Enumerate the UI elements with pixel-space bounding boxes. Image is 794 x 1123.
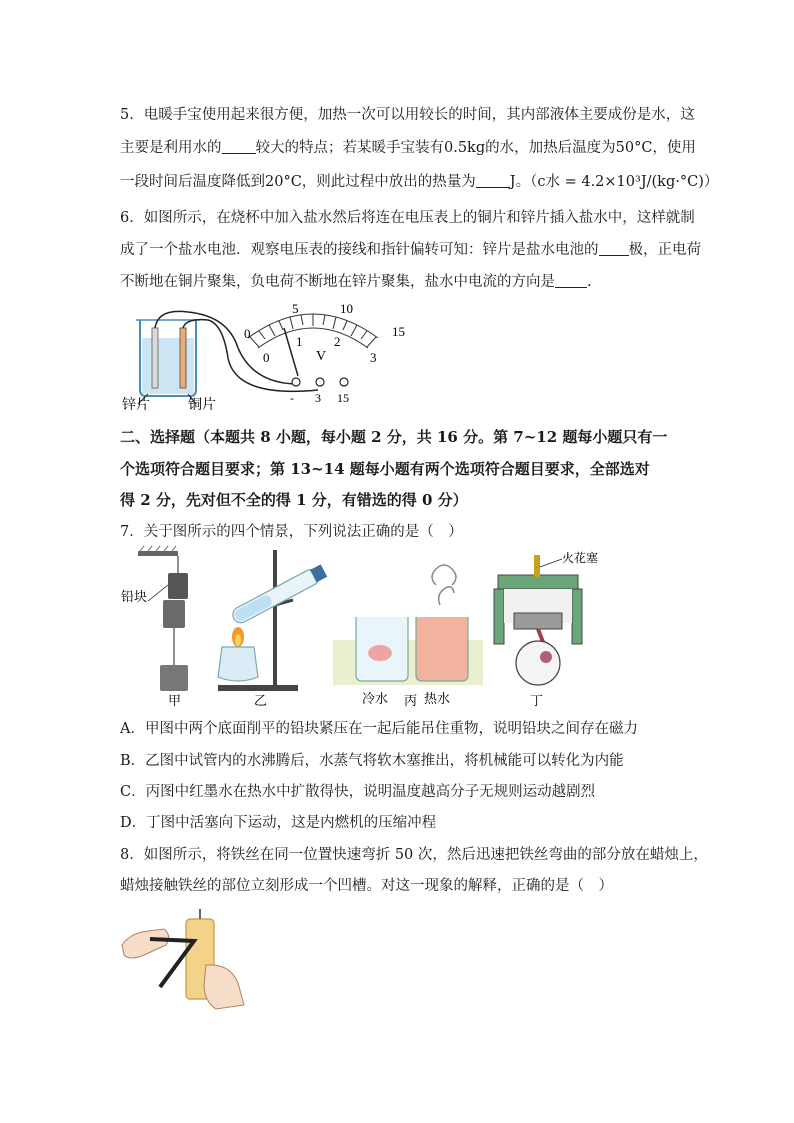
terminal-label-negative: -	[290, 391, 294, 405]
wire-candle-figure	[120, 905, 250, 1015]
q8-line-1: 8．如图所示，将铁丝在同一位置快速弯折 50 次，然后迅速把铁丝弯曲的部分放在蜡烛上，	[120, 847, 708, 863]
section-2-line-3: 得 2 分，先对但不全的得 1 分，有错选的得 0 分）	[120, 491, 468, 509]
hot-water-label: 热水	[424, 692, 451, 707]
q8-line-2: 蜡烛接触铁丝的部位立刻形成一个凹槽。对这一现象的解释，正确的是（ ）	[120, 878, 613, 894]
q5-line-2a: 主要是利用水的	[120, 140, 222, 156]
copper-label: 铜片	[188, 397, 216, 413]
q7-option-b[interactable]: B．乙图中试管内的水沸腾后，水蒸气将软木塞推出，将机械能可以转化为内能	[120, 753, 624, 769]
scene-jia	[121, 546, 188, 691]
scale-bottom-2: 2	[334, 334, 341, 349]
meter-ticks	[250, 314, 376, 347]
q5-line-3b: J。（c水 = 4.2×10³J/(kg·°C)）	[509, 174, 719, 190]
scene-label-ding: 丁	[530, 694, 544, 709]
q5-line-2b: 较大的特点；若某暖手宝装有0.5kg的水，加热后温度为50°C，使用	[255, 140, 696, 156]
scene-label-bing: 丙	[404, 694, 418, 709]
scene-label-yi: 乙	[254, 694, 268, 709]
q6-line-2	[120, 238, 701, 259]
q5-line-3a: 一段时间后温度降低到20°C，则此过程中放出的热量为	[120, 174, 476, 190]
scale-bottom-0: 0	[263, 350, 270, 365]
q6-line-3b: .	[587, 274, 592, 290]
terminal-negative	[292, 378, 300, 386]
scale-top-0: 0	[244, 326, 251, 341]
scale-bottom-1: 1	[296, 334, 303, 349]
q5-line-3	[120, 170, 718, 191]
scene-bing	[333, 565, 483, 707]
q7-stem: 7．关于图所示的四个情景，下列说法正确的是（ ）	[120, 524, 463, 540]
section-2-line-1: 二、选择题（本题共 8 小题，每小题 2 分，共 16 分。第 7~12 题每小题只有一	[120, 428, 668, 446]
terminal-3	[316, 378, 324, 386]
answer-blank[interactable]	[555, 273, 587, 289]
zinc-plate	[152, 328, 158, 388]
q7-option-a[interactable]: A．甲图中两个底面削平的铅块紧压在一起后能吊住重物，说明铅块之间存在磁力	[120, 721, 638, 737]
scale-top-5: 5	[292, 301, 299, 316]
scene-ding	[494, 550, 598, 685]
q7-four-scenes-figure	[118, 545, 618, 710]
q6-line-3a: 不断地在铜片聚集，负电荷不断地在锌片聚集，盐水中电流的方向是	[120, 274, 555, 290]
scene-yi	[218, 550, 328, 691]
q6-line-2a: 成了一个盐水电池．观察电压表的接线和指针偏转可知：锌片是盐水电池的	[120, 242, 599, 258]
q6-line-3	[120, 270, 592, 291]
scale-top-10: 10	[340, 301, 353, 316]
salt-battery-figure	[118, 298, 418, 413]
section-2-line-2: 个选项符合题目要求；第 13~14 题每小题有两个选项符合题目要求，全部选对	[120, 460, 650, 478]
answer-blank[interactable]	[222, 139, 256, 155]
scale-bottom-3: 3	[370, 350, 377, 365]
q7-option-d[interactable]: D．丁图中活塞向下运动，这是内燃机的压缩冲程	[120, 815, 437, 831]
q6-line-1: 6．如图所示，在烧杯中加入盐水然后将连在电压表上的铜片和锌片插入盐水中，这样就制	[120, 210, 695, 226]
unit-label: V	[316, 349, 327, 364]
answer-blank[interactable]	[476, 173, 510, 189]
q7-option-c[interactable]: C．丙图中红墨水在热水中扩散得快，说明温度越高分子无规则运动越剧烈	[120, 784, 596, 800]
terminal-15	[340, 378, 348, 386]
spark-plug-label: 火花塞	[562, 551, 599, 565]
cold-water-label: 冷水	[362, 692, 389, 707]
terminal-label-3: 3	[315, 391, 321, 405]
scale-top-15: 15	[392, 324, 405, 339]
q6-line-2b: 极，正电荷	[628, 242, 701, 258]
q5-line-1: 5．电暖手宝使用起来很方便，加热一次可以用较长的时间，其内部液体主要成份是水，这	[120, 107, 695, 123]
terminal-label-15: 15	[337, 391, 349, 405]
copper-plate	[180, 328, 186, 388]
lead-block-label: 铅块	[121, 590, 148, 605]
answer-blank[interactable]	[599, 241, 629, 257]
zinc-label: 锌片	[122, 397, 150, 413]
scene-label-jia: 甲	[168, 694, 182, 709]
q5-line-2	[120, 136, 696, 157]
